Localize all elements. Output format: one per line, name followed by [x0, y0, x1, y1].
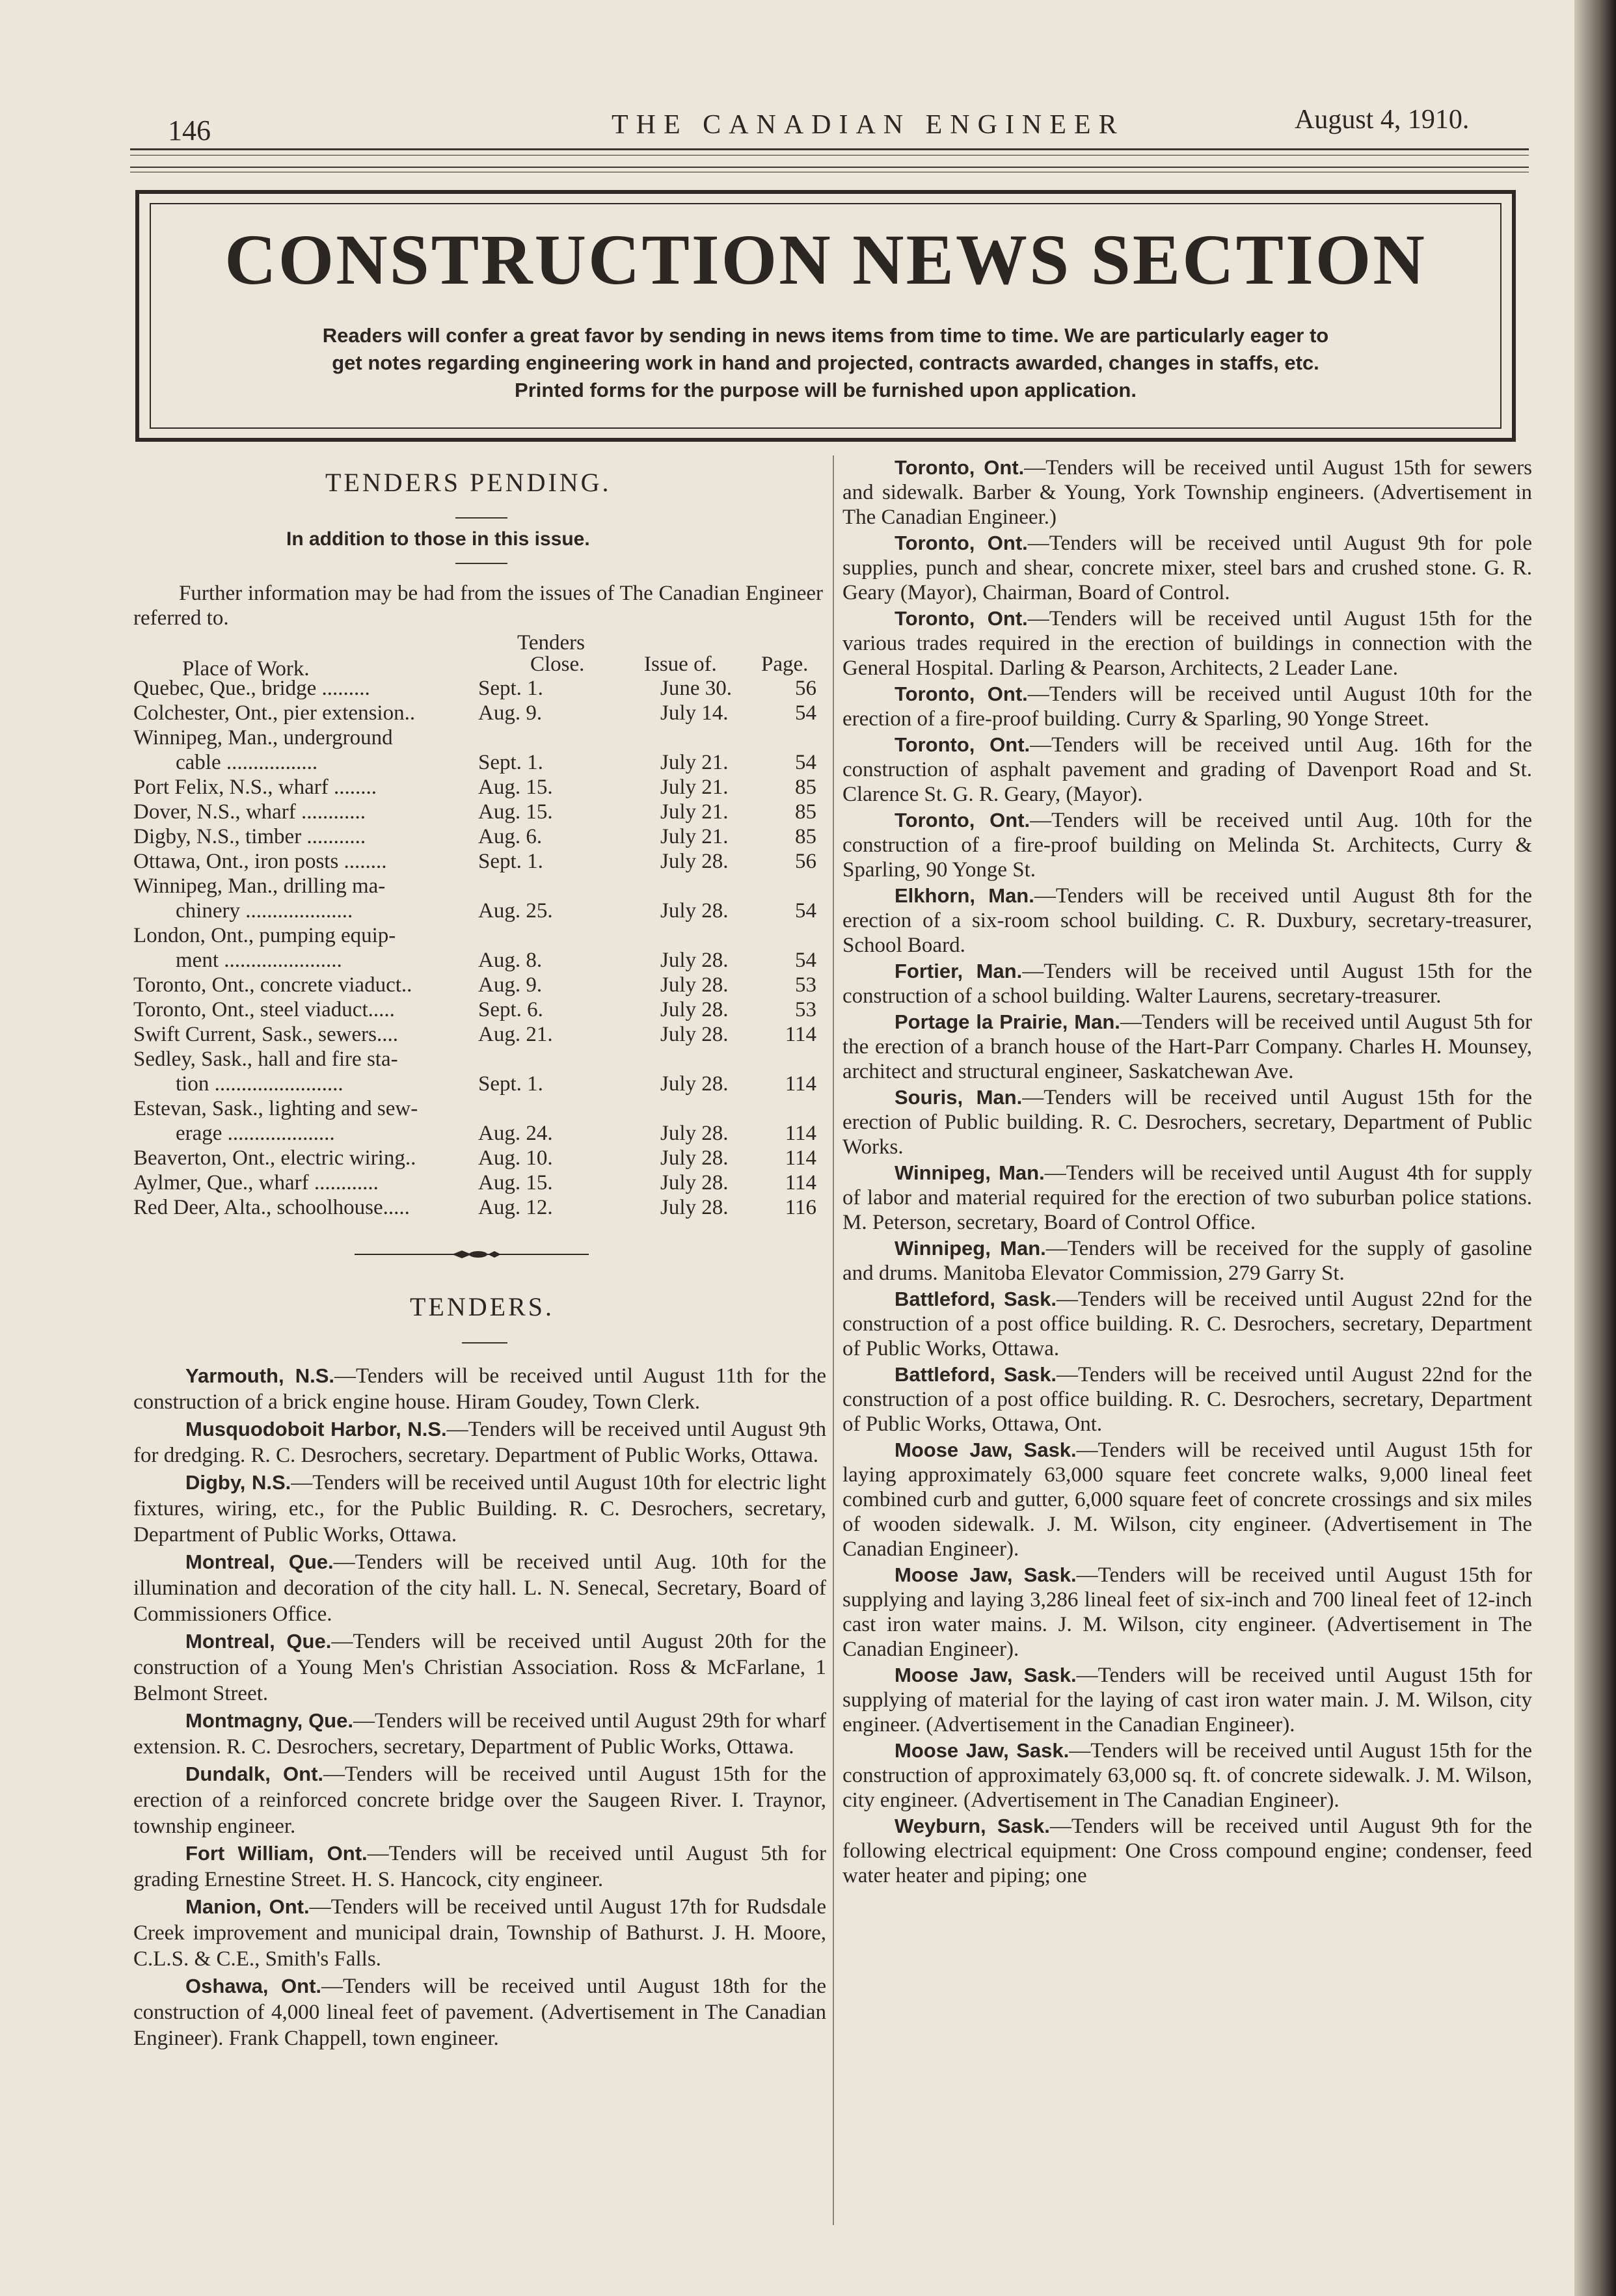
tenders-heading: TENDERS. — [410, 1292, 554, 1321]
cell-close: Sept. 1. — [478, 1072, 543, 1096]
cell-page: 54 — [795, 949, 816, 972]
tender-details: —Tenders will be received until August 10th for electric light fixtures, wiring, etc., for the Public Building. R. C. Desrochers, secretary, Department of Public Works, Ottawa. — [133, 1471, 826, 1546]
tender-details: —Tenders will be received until August 11th for the construction of a brick engine house. Hiram Goudey, Town Clerk. — [133, 1364, 826, 1414]
tender-details: —Tenders will be received until August 15th for the construction of approximately 63,000 sq. ft. of concrete sidewalk. J. M. Wilson, city engineer. (Advertisement in The Canadian Engineer). — [842, 1739, 1532, 1812]
cell-issue: July 28. — [660, 1072, 729, 1096]
tender-entry — [133, 1973, 826, 2051]
cell-page: 85 — [795, 776, 816, 799]
construction-news-banner — [135, 190, 1516, 442]
cell-place: Swift Current, Sask., sewers.... — [133, 1023, 398, 1046]
table-row — [133, 1072, 826, 1097]
tender-details: —Tenders will be received until Aug. 10th for the construction of a fire-proof building on Melinda St. Architects, Curry & Sparling, 90 Yonge St. — [842, 809, 1532, 882]
cell-page: 54 — [795, 899, 816, 923]
tender-details: —Tenders will be received until August 10th for the erection of a fire-proof building. Curry & Sparling, 90 Yonge Street. — [842, 682, 1532, 731]
tender-location: Toronto, Ont. — [895, 682, 1028, 705]
issue-date: August 4, 1910. — [1295, 105, 1470, 135]
tender-location: Souris, Man. — [895, 1086, 1023, 1109]
table-row — [133, 800, 826, 825]
table-row — [133, 1023, 826, 1047]
tender-entry — [133, 1708, 826, 1760]
table-row — [133, 1122, 826, 1146]
cell-place: Digby, N.S., timber ........... — [133, 825, 366, 848]
tenders-pending-subheading: In addition to those in this issue. — [286, 528, 590, 550]
col-head-close: Close. — [530, 653, 585, 676]
tender-entry — [842, 959, 1532, 1008]
tenders-pending-heading: TENDERS PENDING. — [325, 468, 612, 497]
tender-location: Battleford, Sask. — [895, 1288, 1057, 1310]
tender-details: —Tenders will be received until August 20th for the construction of a Young Men's Christian Association. Ross & McFarlane, 1 Belmont Street. — [133, 1630, 826, 1705]
cell-place: London, Ont., pumping equip- — [133, 924, 396, 947]
cell-place: Port Felix, N.S., wharf ........ — [133, 776, 377, 799]
page-number: 146 — [168, 115, 211, 146]
cell-issue: July 28. — [660, 973, 729, 997]
tender-location: Toronto, Ont. — [895, 532, 1028, 554]
tender-details: —Tenders will be received until August 9th for the following electrical equipment: One Cross compound engine; condenser, feed water heater and piping; one — [842, 1815, 1532, 1887]
tender-details: —Tenders will be received until August 15th for laying approximately 63,000 square feet concrete walks, 9,000 lineal feet combined curb and gutter, 6,000 square feet of concrete crossings and six miles of wooden sidewalk. J. M. Wilson, city engineer. (Advertisement in The Canadian Engineer). — [842, 1438, 1532, 1561]
tender-entry — [842, 1663, 1532, 1737]
tender-details: —Tenders will be received until August 9th for dredging. R. C. Desrochers, secretary. Department of Public Works, Ottawa. — [133, 1418, 826, 1467]
table-row — [133, 924, 826, 949]
banner-line-1: Readers will confer a great favor by sending in news items from time to time. We are particularly eager to — [322, 324, 1329, 347]
cell-place: Toronto, Ont., steel viaduct..... — [133, 998, 395, 1021]
cell-issue: July 21. — [660, 825, 729, 848]
table-row — [133, 874, 826, 899]
tender-details: —Tenders will be received until August 4th for supply of labor and material required for the erection of two suburban police stations. M. Peterson, secretary, Board of Control Office. — [842, 1161, 1532, 1234]
tender-entry — [842, 1563, 1532, 1662]
cell-place: Estevan, Sask., lighting and sew- — [133, 1097, 418, 1120]
cell-close: Sept. 1. — [478, 751, 543, 774]
tender-location: Toronto, Ont. — [895, 733, 1030, 756]
tender-location: Dundalk, Ont. — [185, 1763, 324, 1785]
cell-close: Aug. 15. — [478, 776, 553, 799]
cell-place: Colchester, Ont., pier extension.. — [133, 701, 416, 725]
tender-entry — [133, 1416, 826, 1468]
tender-details: —Tenders will be received until August 15th for the construction of a school building. Walter Laurens, secretary-treasurer. — [842, 960, 1532, 1008]
cell-page: 85 — [795, 825, 816, 848]
tender-location: Musquodoboit Harbor, N.S. — [185, 1418, 447, 1440]
cell-issue: July 14. — [660, 701, 729, 725]
cell-close: Aug. 21. — [478, 1023, 553, 1046]
banner-line-2: get notes regarding engineering work in hand and projected, contracts awarded, changes in staffs, etc. — [332, 351, 1319, 374]
cell-page: 114 — [785, 1072, 816, 1096]
cell-issue: July 28. — [660, 949, 729, 972]
tender-details: —Tenders will be received until August 22nd for the construction of a post office building. R. C. Desrochers, secretary, Department of Public Works, Ottawa. — [842, 1288, 1533, 1360]
short-rule — [455, 517, 507, 519]
cell-page: 53 — [795, 973, 816, 997]
column-divider — [833, 455, 834, 2225]
table-row — [133, 949, 826, 973]
cell-place: tion ........................ — [176, 1072, 343, 1096]
cell-close: Aug. 12. — [478, 1196, 553, 1219]
short-rule — [462, 1342, 507, 1344]
tender-details: —Tenders will be received until Aug. 10th for the illumination and decoration of the city hall. L. N. Senecal, Secretary, Board of Commissioners Office. — [133, 1550, 826, 1626]
cell-place: Toronto, Ont., concrete viaduct.. — [133, 973, 412, 997]
cell-issue: July 21. — [660, 800, 729, 824]
cell-issue: July 28. — [660, 1122, 729, 1145]
cell-page: 56 — [795, 850, 816, 873]
tender-location: Yarmouth, N.S. — [185, 1364, 335, 1387]
header-rule-lower — [130, 167, 1529, 168]
cell-issue: July 21. — [660, 776, 729, 799]
cell-issue: July 28. — [660, 998, 729, 1021]
table-row — [133, 1097, 826, 1122]
table-row — [133, 751, 826, 776]
tender-entry — [842, 682, 1532, 731]
tender-details: —Tenders will be received until Aug. 16th for the construction of asphalt pavement and grading of Davenport Road and St. Clarence St. G. R. Geary, (Mayor). — [842, 733, 1532, 806]
tender-location: Moose Jaw, Sask. — [895, 1664, 1077, 1686]
tender-location: Fort William, Ont. — [185, 1842, 368, 1865]
col-head-page: Page. — [761, 653, 809, 676]
table-row — [133, 1196, 826, 1221]
tender-location: Manion, Ont. — [185, 1895, 310, 1918]
tender-entry — [842, 1010, 1532, 1084]
cell-page: 54 — [795, 701, 816, 725]
cell-place: erage .................... — [176, 1122, 335, 1145]
cell-place: Sedley, Sask., hall and fire sta- — [133, 1047, 398, 1071]
cell-issue: July 28. — [660, 1171, 729, 1195]
tender-details: —Tenders will be received until August 15th for the erection of a reinforced concrete bridge over the Saugeen River. I. Traynor, township engineer. — [133, 1763, 827, 1838]
tender-location: Montreal, Que. — [185, 1550, 334, 1573]
table-row — [133, 899, 826, 924]
cell-page: 53 — [795, 998, 816, 1021]
cell-issue: July 28. — [660, 1023, 729, 1046]
cell-issue: July 28. — [660, 850, 729, 873]
tender-location: Montreal, Que. — [185, 1630, 332, 1653]
tender-location: Moose Jaw, Sask. — [895, 1438, 1077, 1461]
tender-details: —Tenders will be received until August 15th for supplying of material for the laying of cast iron water main. J. M. Wilson, city engineer. (Advertisement in the Canadian Engineer). — [842, 1664, 1532, 1736]
cell-place: Dover, N.S., wharf ............ — [133, 800, 366, 824]
tender-entry — [842, 1236, 1532, 1286]
cell-issue: July 28. — [660, 1196, 729, 1219]
tender-entry — [133, 1470, 826, 1548]
tender-entry — [842, 455, 1532, 530]
table-row — [133, 850, 826, 874]
tender-location: Fortier, Man. — [895, 960, 1023, 982]
cell-place: ment ...................... — [176, 949, 342, 972]
cell-page: 114 — [785, 1023, 816, 1046]
tender-details: —Tenders will be received for the supply of gasoline and drums. Manitoba Elevator Commission, 279 Garry St. — [842, 1237, 1532, 1285]
tender-entry — [842, 606, 1532, 681]
tender-location: Oshawa, Ont. — [185, 1975, 322, 1997]
cell-issue: July 28. — [660, 899, 729, 923]
table-row — [133, 677, 826, 701]
tender-entry — [133, 1549, 826, 1627]
tender-location: Portage la Prairie, Man. — [895, 1010, 1120, 1033]
tender-entry — [842, 1287, 1532, 1361]
tender-details: —Tenders will be received until August 17th for Rudsdale Creek improvement and municipal drain, Township of Bathurst. J. H. Moore, C.L.S. & C.E., Smith's Falls. — [133, 1895, 827, 1971]
journal-title: THE CANADIAN ENGINEER — [612, 110, 1125, 140]
cell-close: Aug. 8. — [478, 949, 543, 972]
tender-entry — [133, 1841, 826, 1893]
cell-close: Sept. 1. — [478, 850, 543, 873]
table-row — [133, 1171, 826, 1196]
tender-entry — [133, 1894, 826, 1972]
tender-location: Elkhorn, Man. — [895, 884, 1034, 907]
table-row — [133, 998, 826, 1023]
cell-issue: July 28. — [660, 1146, 729, 1170]
cell-close: Aug. 9. — [478, 973, 543, 997]
cell-place: Winnipeg, Man., drilling ma- — [133, 874, 386, 898]
tender-entry — [133, 1761, 826, 1839]
tender-location: Weyburn, Sask. — [895, 1815, 1050, 1837]
tender-details: —Tenders will be received until August 22nd for the construction of a post office building. R. C. Desrochers, secretary, Department of Public Works, Ottawa, Ont. — [842, 1363, 1533, 1436]
table-row — [133, 1146, 826, 1171]
col-head-issue: Issue of. — [644, 653, 717, 676]
cell-page: 54 — [795, 751, 816, 774]
cell-place: Aylmer, Que., wharf ............ — [133, 1171, 379, 1195]
table-row — [133, 726, 826, 751]
cell-page: 114 — [785, 1122, 816, 1145]
tenders-pending-intro: Further information may be had from the issues of The Canadian Engineer referred to. — [133, 582, 823, 630]
cell-close: Aug. 15. — [478, 1171, 553, 1195]
col-head-tenders: Tenders — [517, 631, 585, 655]
tender-entry — [133, 1363, 826, 1415]
tender-entry — [133, 1628, 826, 1707]
tender-entry — [842, 1161, 1532, 1235]
header-rule — [130, 148, 1529, 150]
tender-details: —Tenders will be received until August 15th for sewers and sidewalk. Barber & Young, York Township engineers. (Advertisement in The Canadian Engineer.) — [842, 456, 1532, 529]
cell-close: Sept. 6. — [478, 998, 543, 1021]
cell-place: chinery .................... — [176, 899, 353, 923]
cell-close: Aug. 24. — [478, 1122, 553, 1145]
section-title: CONSTRUCTION NEWS SECTION — [224, 220, 1427, 299]
tender-location: Moose Jaw, Sask. — [895, 1563, 1077, 1586]
table-row — [133, 1047, 826, 1072]
tender-location: Battleford, Sask. — [895, 1363, 1057, 1386]
tender-entry — [842, 1085, 1532, 1159]
tender-details: —Tenders will be received until August 15th for the various trades required in the erection of buildings in connection with the General Hospital. Darling & Pearson, Architects, 2 Leader Lane. — [842, 607, 1532, 680]
cell-close: Aug. 25. — [478, 899, 553, 923]
tender-details: —Tenders will be received until August 15th for the erection of Public building. R. C. Desrochers, secretary, Department of Public Works. — [842, 1086, 1532, 1159]
tender-location: Winnipeg, Man. — [895, 1161, 1045, 1184]
cell-page: 85 — [795, 800, 816, 824]
cell-page: 56 — [795, 677, 816, 700]
cell-place: Beaverton, Ont., electric wiring.. — [133, 1146, 416, 1170]
table-row — [133, 776, 826, 800]
tender-details: —Tenders will be received until August 5th for the erection of a branch house of the Hart-Parr Company. Charles H. Mounsey, architect and structural engineer, Saskatchewan Ave. — [842, 1010, 1532, 1083]
tender-entry — [842, 1438, 1532, 1561]
tender-entry — [842, 1738, 1532, 1813]
cell-close: Sept. 1. — [478, 677, 543, 700]
cell-place: Ottawa, Ont., iron posts ........ — [133, 850, 387, 873]
table-row — [133, 701, 826, 726]
tender-location: Toronto, Ont. — [895, 809, 1030, 831]
tender-details: —Tenders will be received until August 18th for the construction of 4,000 lineal feet of pavement. (Advertisement in The Canadian Engineer). Frank Chappell, town engineer. — [133, 1975, 826, 2050]
tender-entry — [842, 1814, 1532, 1888]
cell-place: Winnipeg, Man., underground — [133, 726, 393, 750]
banner-line-3: Printed forms for the purpose will be furnished upon application. — [515, 379, 1137, 401]
cell-page: 114 — [785, 1146, 816, 1170]
tender-entry — [842, 733, 1532, 807]
col-head-place: Place of Work. — [182, 657, 310, 681]
cell-close: Aug. 15. — [478, 800, 553, 824]
tender-location: Digby, N.S. — [185, 1471, 291, 1494]
tender-details: —Tenders will be received until August 29th for wharf extension. R. C. Desrochers, secretary, Department of Public Works, Ottawa. — [133, 1709, 827, 1759]
tender-location: Winnipeg, Man. — [895, 1237, 1046, 1260]
cell-close: Aug. 9. — [478, 701, 543, 725]
tender-location: Toronto, Ont. — [895, 607, 1028, 630]
tender-details: —Tenders will be received until August 15th for supplying and laying 3,286 lineal feet of six-inch and 700 lineal feet of 12-inch cast iron water mains. J. M. Wilson, city engineer. (Advertisement in The Canadian Engineer). — [842, 1563, 1532, 1661]
cell-close: Aug. 10. — [478, 1146, 553, 1170]
tender-details: —Tenders will be received until August 9th for pole supplies, punch and shear, concrete mixer, steel bars and crushed stone. G. R. Geary (Mayor), Chairman, Board of Control. — [842, 532, 1532, 604]
tender-entry — [842, 884, 1532, 958]
cell-place: Quebec, Que., bridge ......... — [133, 677, 370, 700]
tender-location: Toronto, Ont. — [895, 456, 1025, 479]
cell-close: Aug. 6. — [478, 825, 543, 848]
tender-entry — [842, 531, 1532, 605]
cell-place: Red Deer, Alta., schoolhouse..... — [133, 1196, 410, 1219]
tender-location: Moose Jaw, Sask. — [895, 1739, 1070, 1762]
cell-page: 116 — [785, 1196, 816, 1219]
short-rule — [455, 563, 507, 564]
cell-page: 114 — [785, 1171, 816, 1195]
page-binding-shadow — [1574, 0, 1616, 2296]
cell-place: cable ................. — [176, 751, 318, 774]
cell-issue: June 30. — [660, 677, 732, 700]
ornament-divider — [355, 1249, 589, 1260]
cell-issue: July 21. — [660, 751, 729, 774]
table-row — [133, 825, 826, 850]
tender-details: —Tenders will be received until August 8th for the erection of a six-room school building. C. R. Duxbury, secretary-treasurer, School Board. — [842, 884, 1532, 957]
tender-entry — [842, 808, 1532, 882]
table-row — [133, 973, 826, 998]
tender-location: Montmagny, Que. — [185, 1709, 353, 1732]
tender-entry — [842, 1362, 1532, 1437]
tender-details: —Tenders will be received until August 5th for grading Ernestine Street. H. S. Hancock, city engineer. — [133, 1842, 826, 1891]
